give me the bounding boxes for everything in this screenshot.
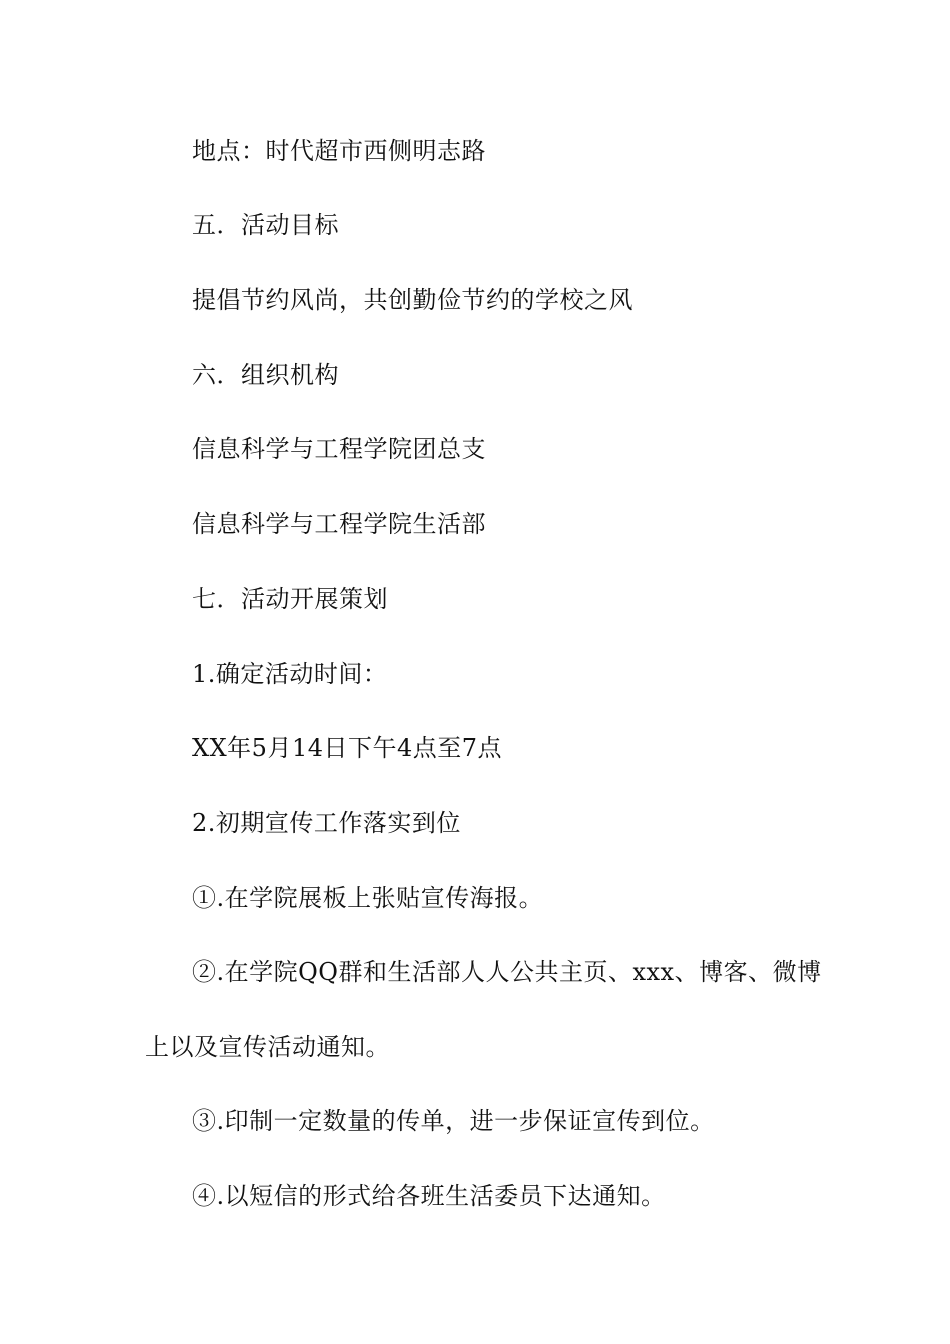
publicity-step-4: ④.以短信的形式给各班生活委员下达通知。	[192, 1182, 666, 1210]
organization-line-1: 信息科学与工程学院团总支	[192, 435, 486, 463]
planning-item-1: 1.确定活动时间：	[192, 660, 388, 688]
activity-time: XX年5月14日下午4点至7点	[192, 734, 503, 762]
publicity-step-1: ①.在学院展板上张贴宣传海报。	[192, 884, 544, 912]
goal-text: 提倡节约风尚，共创勤俭节约的学校之风	[192, 286, 633, 314]
organization-line-2: 信息科学与工程学院生活部	[192, 510, 486, 538]
planning-item-2: 2.初期宣传工作落实到位	[192, 809, 461, 837]
publicity-step-2: ②.在学院QQ群和生活部人人公共主页、xxx、博客、微博	[192, 958, 822, 986]
section-heading-goals: 五．活动目标	[192, 211, 339, 239]
location-line: 地点：时代超市西侧明志路	[192, 137, 486, 165]
section-heading-organization: 六．组织机构	[192, 361, 339, 389]
publicity-step-2-continued: 上以及宣传活动通知。	[145, 1033, 390, 1061]
publicity-step-3: ③.印制一定数量的传单，进一步保证宣传到位。	[192, 1107, 715, 1135]
section-heading-planning: 七．活动开展策划	[192, 585, 388, 613]
